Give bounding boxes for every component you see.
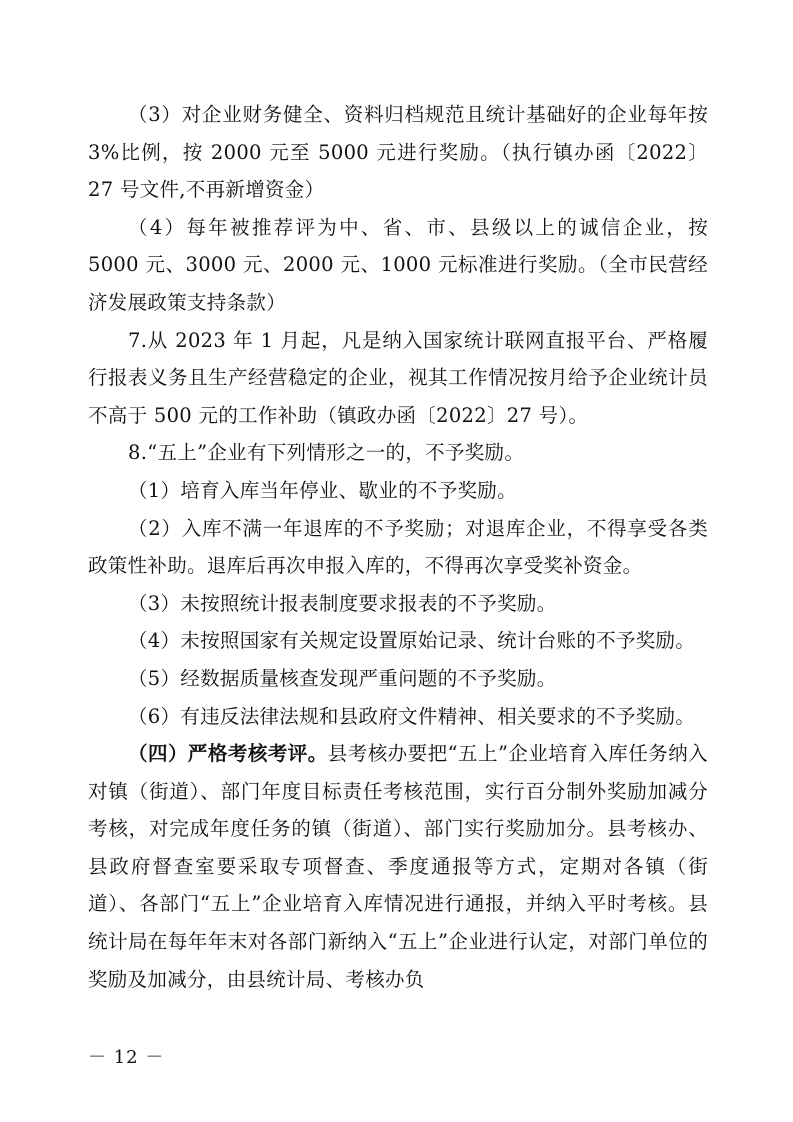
condition-5: （5）经数据质量核查发现严重问题的不予奖励。 (128, 666, 557, 690)
condition-6: （6）有违反法律法规和县政府文件精神、相关要求的不予奖励。 (128, 704, 696, 728)
paragraph-3-enterprise-reward: （3）对企业财务健全、资料归档规范且统计基础好的企业每年按 3%比例，按 2000 元至 5000 元进行奖励。（执行镇办函〔2022〕27 号文件,不再新增资金） (88, 103, 708, 202)
document-body (88, 96, 708, 998)
condition-2: （2）入库不满一年退库的不予奖励；对退库企业，不得享受各类政策性补助。退库后再次申报入库的，不得再次享受奖补资金。 (88, 516, 708, 578)
condition-4: （4）未按照国家有关规定设置原始记录、统计台账的不予奖励。 (128, 629, 696, 653)
section-4-body: 县考核办要把“五上”企业培育入库任务纳入对镇（街道）、部门年度目标责任考核范围，实行百分制外奖励加减分考核，对完成年度任务的镇（街道）、部门实行奖励加分。县考核办、县政府督查室要采取专项督查、季度通报等方式，定期对各镇（街道）、各部门“五上”企业培育入库情况进行通报，并纳入平时考核。县统计局在每年年末对各部门新纳入“五上”企业进行认定，对部门单位的奖励及加减分，由县统计局、考核办负 (88, 742, 708, 991)
paragraph-4-integrity-reward: （4）每年被推荐评为中、省、市、县级以上的诚信企业，按 5000 元、3000 元、2000 元、1000 元标准进行奖励。（全市民营经济发展政策支持条款） (88, 215, 708, 314)
paragraph-7-statistician-subsidy: 7.从 2023 年 1 月起，凡是纳入国家统计联网直报平台、严格履行报表义务且生产经营稳定的企业，视其工作情况按月给予企业统计员不高于 500 元的工作补助（镇政办函〔2022〕27 号）。 (88, 328, 708, 427)
section-4-heading: （四）严格考核考评。 (128, 742, 328, 766)
page-number: － 12 － (88, 1047, 165, 1068)
section-4-assessment (88, 735, 708, 998)
condition-3: （3）未按照统计报表制度要求报表的不予奖励。 (128, 591, 557, 615)
condition-1: （1）培育入库当年停业、歇业的不予奖励。 (128, 478, 517, 502)
paragraph-8-no-reward-conditions: 8.“五上”企业有下列情形之一的，不予奖励。 (128, 441, 525, 465)
